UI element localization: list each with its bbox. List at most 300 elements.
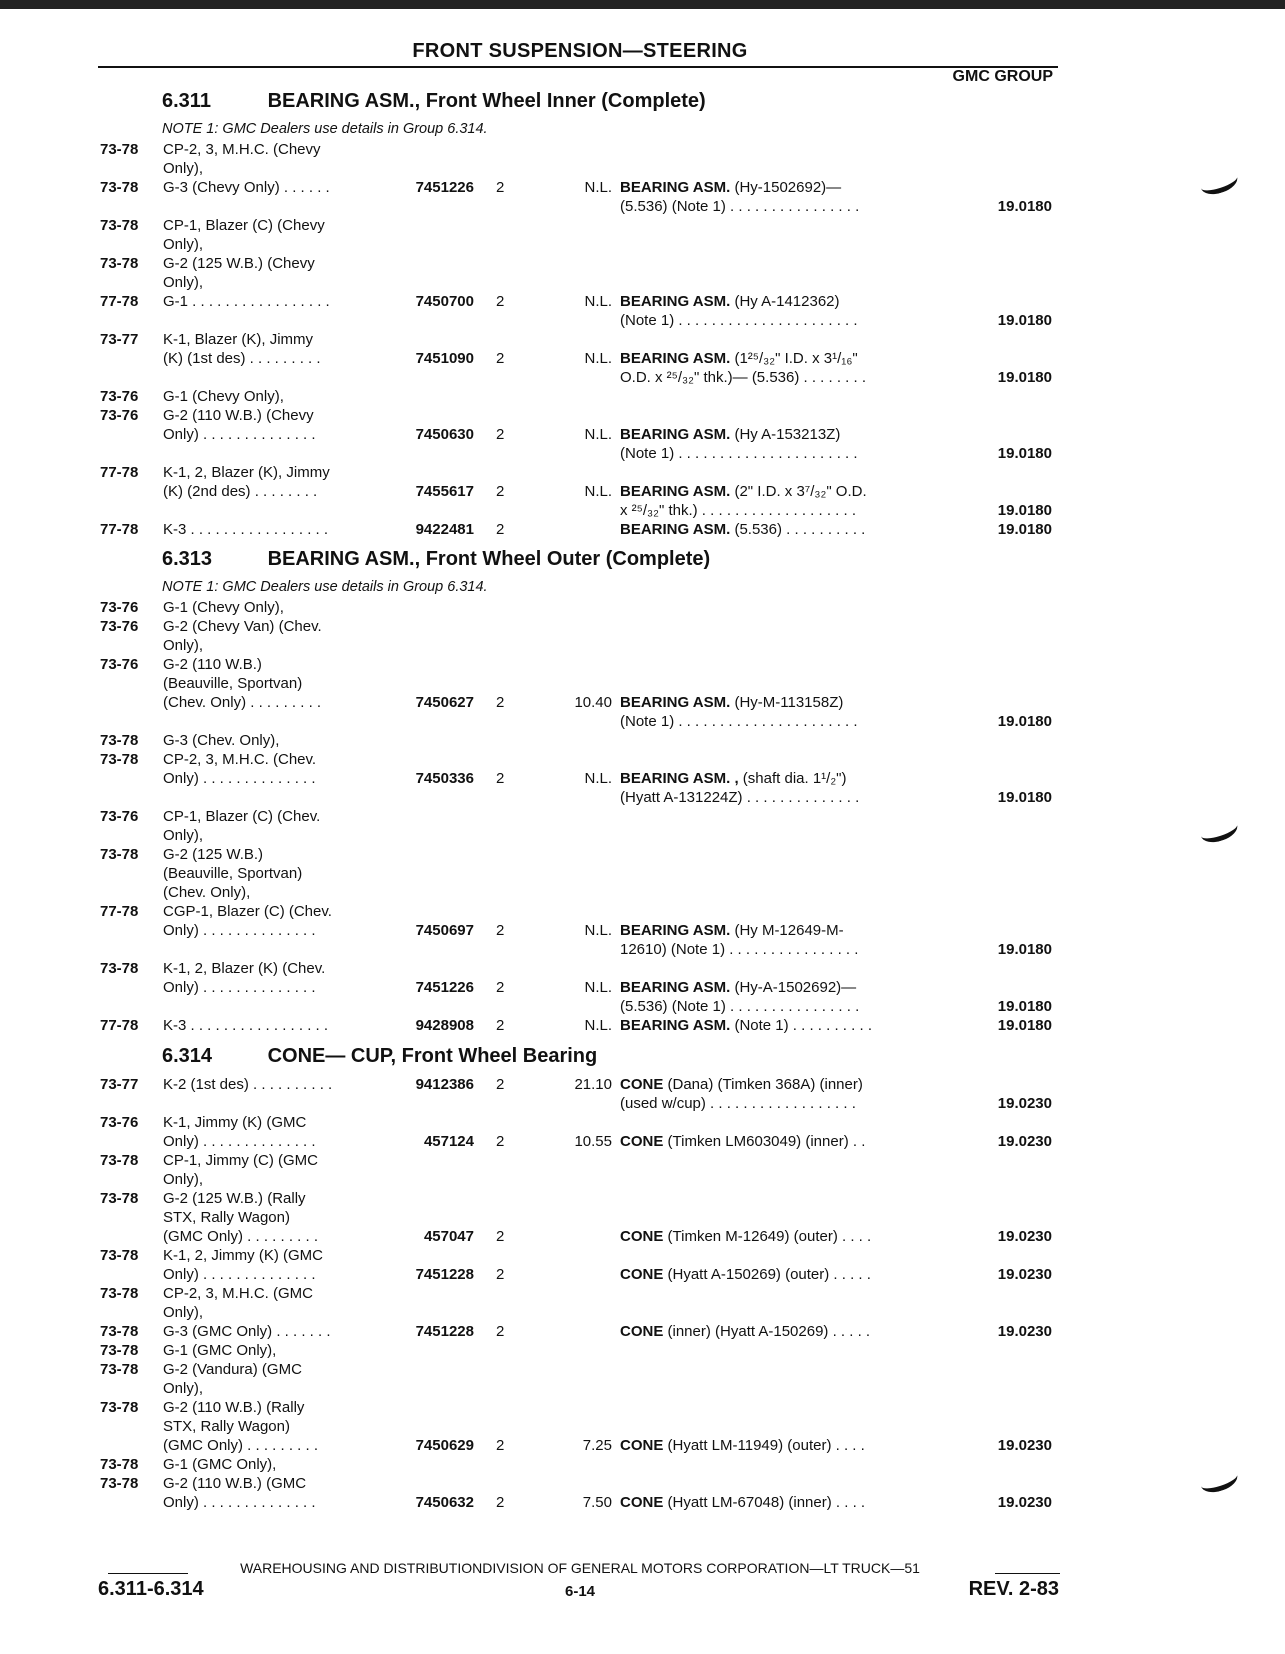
description <box>620 1016 872 1035</box>
description <box>620 1227 871 1246</box>
application: G-1 (GMC Only), <box>163 1342 277 1359</box>
parts-line <box>0 807 1285 826</box>
description <box>620 1436 865 1455</box>
price: 7.25 <box>582 1437 612 1454</box>
description-part-name: CONE <box>620 1266 664 1283</box>
description <box>620 1075 863 1094</box>
price: N.L. <box>584 483 612 500</box>
description-part-name: BEARING ASM. <box>620 350 731 367</box>
model-years: 73-77 <box>100 1076 139 1093</box>
part-number: 457047 <box>423 1228 474 1245</box>
page-title: FRONT SUSPENSION—STEERING <box>412 40 748 62</box>
description-part-name: BEARING ASM. <box>620 521 731 538</box>
parts-line <box>0 501 1285 520</box>
parts-line <box>0 1474 1285 1493</box>
application: G-2 (110 W.B.) (GMC <box>163 1475 307 1492</box>
description <box>620 1493 865 1512</box>
model-years: 73-78 <box>100 179 139 196</box>
application: G-3 (GMC Only) . . . . . . . <box>163 1323 331 1340</box>
application: Only), <box>163 1304 204 1321</box>
description-part-name: CONE <box>620 1228 664 1245</box>
parts-line <box>0 273 1285 292</box>
application: Only), <box>163 1380 204 1397</box>
description-detail: (shaft dia. 1¹/₂") <box>738 770 847 787</box>
parts-line <box>0 1016 1285 1035</box>
description-detail: (Hyatt A-150269) (outer) . . . . . <box>663 1266 871 1283</box>
part-number: 9412386 <box>415 1076 474 1093</box>
application: (Chev. Only) . . . . . . . . . <box>163 694 322 711</box>
description-part-name: BEARING ASM. <box>620 1017 731 1034</box>
price: N.L. <box>584 922 612 939</box>
parts-line <box>0 750 1285 769</box>
parts-line <box>0 1341 1285 1360</box>
price: 21.10 <box>574 1076 612 1093</box>
section-title: CONE— CUP, Front Wheel Bearing <box>267 1045 598 1067</box>
application: G-2 (110 W.B.) <box>163 656 262 673</box>
application: STX, Rally Wagon) <box>163 1418 290 1435</box>
parts-line <box>0 1208 1285 1227</box>
quantity: 2 <box>496 1017 505 1034</box>
description <box>620 1094 856 1113</box>
section-number: 6.311 <box>162 90 211 112</box>
parts-line <box>0 197 1285 216</box>
description-detail: (5.536) . . . . . . . . . . <box>730 521 866 538</box>
quantity: 2 <box>496 350 505 367</box>
application: Only) . . . . . . . . . . . . . . <box>163 426 316 443</box>
description <box>620 1265 871 1284</box>
parts-line <box>0 788 1285 807</box>
parts-line <box>0 1322 1285 1341</box>
group-number: 19.0180 <box>997 998 1052 1015</box>
group-number: 19.0180 <box>997 445 1052 462</box>
application: K-3 . . . . . . . . . . . . . . . . . <box>163 1017 329 1034</box>
parts-line <box>0 140 1285 159</box>
footer-revision: REV. 2-83 <box>968 1578 1059 1600</box>
description-part-name: CONE <box>620 1323 664 1340</box>
parts-line <box>0 444 1285 463</box>
parts-line <box>0 311 1285 330</box>
quantity: 2 <box>496 1076 505 1093</box>
part-number: 7450629 <box>415 1437 474 1454</box>
description <box>620 482 867 501</box>
parts-line <box>0 330 1285 349</box>
model-years: 73-77 <box>100 331 139 348</box>
parts-line <box>0 1360 1285 1379</box>
price: N.L. <box>584 350 612 367</box>
application: Only) . . . . . . . . . . . . . . <box>163 979 316 996</box>
model-years: 73-78 <box>100 1285 139 1302</box>
model-years: 73-78 <box>100 1247 139 1264</box>
application: K-1, Blazer (K), Jimmy <box>163 331 314 348</box>
part-number: 7450630 <box>415 426 474 443</box>
parts-line <box>0 1075 1285 1094</box>
application: G-1 . . . . . . . . . . . . . . . . . <box>163 293 330 310</box>
section-heading-6-311 <box>162 90 706 113</box>
price: N.L. <box>584 426 612 443</box>
title-underline <box>98 66 1058 68</box>
description-part-name: CONE <box>620 1076 664 1093</box>
group-number: 19.0180 <box>997 521 1052 538</box>
description-part-name: CONE <box>620 1494 664 1511</box>
parts-line <box>0 1246 1285 1265</box>
parts-line <box>0 1379 1285 1398</box>
description-detail: (1²⁵/₃₂" I.D. x 3¹/₁₆" <box>730 350 858 367</box>
parts-line <box>0 1493 1285 1512</box>
description-detail: (Hy-M-113158Z) <box>730 694 844 711</box>
parts-line <box>0 368 1285 387</box>
application: Only), <box>163 274 204 291</box>
description <box>620 978 856 997</box>
parts-line <box>0 617 1285 636</box>
parts-line <box>0 1436 1285 1455</box>
description <box>620 921 844 940</box>
parts-line <box>0 1094 1285 1113</box>
group-number: 19.0180 <box>997 312 1052 329</box>
description-detail: (Hy A-1412362) <box>730 293 840 310</box>
model-years: 73-78 <box>100 255 139 272</box>
parts-line <box>0 1417 1285 1436</box>
model-years: 73-78 <box>100 1190 139 1207</box>
description <box>620 940 858 959</box>
price: N.L. <box>584 979 612 996</box>
part-number: 7451226 <box>415 979 474 996</box>
description-part-name: BEARING ASM. <box>620 483 731 500</box>
group-number: 19.0180 <box>997 502 1052 519</box>
section-note: NOTE 1: GMC Dealers use details in Group 6.314. <box>162 579 488 595</box>
model-years: 77-78 <box>100 1017 139 1034</box>
application: (Beauville, Sportvan) <box>163 675 303 692</box>
description <box>620 1322 870 1341</box>
description-detail: (5.536) (Note 1) . . . . . . . . . . . . . . . . <box>620 198 860 215</box>
quantity: 2 <box>496 293 505 310</box>
application: CP-2, 3, M.H.C. (Chev. <box>163 751 317 768</box>
model-years: 77-78 <box>100 464 139 481</box>
application: G-2 (110 W.B.) (Rally <box>163 1399 305 1416</box>
model-years: 73-78 <box>100 751 139 768</box>
application: CGP-1, Blazer (C) (Chev. <box>163 903 332 920</box>
description-detail: (Hy-A-1502692)— <box>730 979 857 996</box>
description-detail: (Hy-1502692)— <box>730 179 842 196</box>
model-years: 73-76 <box>100 407 139 424</box>
application: G-1 (Chevy Only), <box>163 599 284 616</box>
group-label: GMC GROUP <box>952 68 1053 85</box>
application: Only) . . . . . . . . . . . . . . <box>163 770 316 787</box>
parts-line <box>0 731 1285 750</box>
description-detail: (Note 1) . . . . . . . . . . . . . . . . . . . . . . <box>620 445 858 462</box>
section-title: BEARING ASM., Front Wheel Inner (Complete) <box>267 90 706 112</box>
application: G-2 (Vandura) (GMC <box>163 1361 302 1378</box>
application: K-1, Jimmy (K) (GMC <box>163 1114 307 1131</box>
parts-line <box>0 463 1285 482</box>
section-number: 6.314 <box>162 1045 213 1067</box>
application: (GMC Only) . . . . . . . . . <box>163 1437 319 1454</box>
description-detail: (Hy A-153213Z) <box>730 426 841 443</box>
parts-line <box>0 482 1285 501</box>
part-number: 9422481 <box>415 521 474 538</box>
footer-page-number: 6-14 <box>564 1583 596 1600</box>
description-detail: (5.536) (Note 1) . . . . . . . . . . . . . . . . <box>620 998 860 1015</box>
application: (K) (1st des) . . . . . . . . . <box>163 350 321 367</box>
price: 7.50 <box>582 1494 612 1511</box>
description <box>620 501 856 520</box>
description-detail: (Hyatt LM-11949) (outer) . . . . <box>663 1437 865 1454</box>
parts-line <box>0 216 1285 235</box>
description-detail: (Hyatt A-131224Z) . . . . . . . . . . . . . . <box>620 789 860 806</box>
description-detail: (Timken M-12649) (outer) . . . . <box>663 1228 872 1245</box>
application: CP-1, Jimmy (C) (GMC <box>163 1152 318 1169</box>
parts-line <box>0 349 1285 368</box>
quantity: 2 <box>496 1228 505 1245</box>
parts-line <box>0 292 1285 311</box>
description-detail: (Dana) (Timken 368A) (inner) <box>663 1076 863 1093</box>
description <box>620 997 859 1016</box>
description-detail: (used w/cup) . . . . . . . . . . . . . . . . . . <box>620 1095 856 1112</box>
parts-line <box>0 1303 1285 1322</box>
section-title: BEARING ASM., Front Wheel Outer (Complete) <box>267 548 711 570</box>
model-years: 73-76 <box>100 656 139 673</box>
model-years: 77-78 <box>100 903 139 920</box>
group-number: 19.0230 <box>997 1095 1052 1112</box>
parts-line <box>0 1189 1285 1208</box>
model-years: 73-78 <box>100 1323 139 1340</box>
application: Only) . . . . . . . . . . . . . . <box>163 922 316 939</box>
application: K-1, 2, Jimmy (K) (GMC <box>163 1247 323 1264</box>
parts-line <box>0 712 1285 731</box>
application: CP-2, 3, M.H.C. (Chevy <box>163 141 321 158</box>
quantity: 2 <box>496 483 505 500</box>
quantity: 2 <box>496 1133 505 1150</box>
parts-line <box>0 845 1285 864</box>
description-part-name: BEARING ASM. , <box>620 770 739 787</box>
model-years: 73-76 <box>100 599 139 616</box>
part-number: 9428908 <box>415 1017 474 1034</box>
parts-line <box>0 883 1285 902</box>
quantity: 2 <box>496 694 505 711</box>
group-number: 19.0180 <box>997 1017 1052 1034</box>
model-years: 73-78 <box>100 1399 139 1416</box>
parts-line <box>0 1398 1285 1417</box>
application: Only) . . . . . . . . . . . . . . <box>163 1266 316 1283</box>
application: (Beauville, Sportvan) <box>163 865 303 882</box>
model-years: 73-78 <box>100 1152 139 1169</box>
description <box>620 693 843 712</box>
quantity: 2 <box>496 979 505 996</box>
description-detail: (Note 1) . . . . . . . . . . . . . . . . . . . . . . <box>620 713 858 730</box>
description-part-name: BEARING ASM. <box>620 179 731 196</box>
parts-line <box>0 978 1285 997</box>
parts-line <box>0 1284 1285 1303</box>
footer-section-range: 6.311-6.314 <box>98 1578 204 1600</box>
section-heading-6-314 <box>162 1045 597 1068</box>
application: Only) . . . . . . . . . . . . . . <box>163 1133 316 1150</box>
group-number: 19.0230 <box>997 1323 1052 1340</box>
parts-line <box>0 1227 1285 1246</box>
description-part-name: CONE <box>620 1437 664 1454</box>
price: 10.40 <box>574 694 612 711</box>
model-years: 73-78 <box>100 1456 139 1473</box>
description-detail: x ²⁵/₃₂" thk.) . . . . . . . . . . . . . . . . . . . <box>620 502 857 519</box>
model-years: 73-78 <box>100 1342 139 1359</box>
description <box>620 197 859 216</box>
part-number: 7451228 <box>415 1323 474 1340</box>
section-note: NOTE 1: GMC Dealers use details in Group 6.314. <box>162 121 488 137</box>
application: G-3 (Chevy Only) . . . . . . <box>163 179 330 196</box>
application: CP-1, Blazer (C) (Chev. <box>163 808 321 825</box>
description-detail: (inner) (Hyatt A-150269) . . . . . <box>663 1323 871 1340</box>
model-years: 73-78 <box>100 846 139 863</box>
description-part-name: BEARING ASM. <box>620 694 731 711</box>
parts-line <box>0 425 1285 444</box>
group-number: 19.0230 <box>997 1133 1052 1150</box>
part-number: 7451226 <box>415 179 474 196</box>
description-detail: (Note 1) . . . . . . . . . . <box>730 1017 872 1034</box>
description <box>620 712 858 731</box>
quantity: 2 <box>496 1266 505 1283</box>
section-number: 6.313 <box>162 548 213 570</box>
parts-line <box>0 520 1285 539</box>
section-heading-6-313 <box>162 548 710 571</box>
price: 10.55 <box>574 1133 612 1150</box>
application: K-3 . . . . . . . . . . . . . . . . . <box>163 521 329 538</box>
model-years: 73-78 <box>100 1475 139 1492</box>
model-years: 73-78 <box>100 960 139 977</box>
parts-line <box>0 921 1285 940</box>
application: CP-2, 3, M.H.C. (GMC <box>163 1285 314 1302</box>
group-number: 19.0230 <box>997 1494 1052 1511</box>
parts-line <box>0 1113 1285 1132</box>
parts-line <box>0 940 1285 959</box>
description <box>620 292 840 311</box>
application: (K) (2nd des) . . . . . . . . <box>163 483 318 500</box>
parts-line <box>0 864 1285 883</box>
application: (Chev. Only), <box>163 884 251 901</box>
group-number: 19.0180 <box>997 198 1052 215</box>
description-part-name: BEARING ASM. <box>620 979 731 996</box>
parts-line <box>0 235 1285 254</box>
group-number: 19.0230 <box>997 1437 1052 1454</box>
model-years: 73-76 <box>100 618 139 635</box>
parts-line <box>0 769 1285 788</box>
parts-line <box>0 1455 1285 1474</box>
quantity: 2 <box>496 922 505 939</box>
group-number: 19.0180 <box>997 789 1052 806</box>
part-number: 7450627 <box>415 694 474 711</box>
application: Only), <box>163 827 204 844</box>
quantity: 2 <box>496 1494 505 1511</box>
part-number: 457124 <box>423 1133 474 1150</box>
description-detail: (2" I.D. x 3⁷/₃₂" O.D. <box>730 483 867 500</box>
application: STX, Rally Wagon) <box>163 1209 290 1226</box>
application: K-1, 2, Blazer (K) (Chev. <box>163 960 326 977</box>
description-detail: 12610) (Note 1) . . . . . . . . . . . . . . . . <box>620 941 859 958</box>
application: G-2 (110 W.B.) (Chevy <box>163 407 314 424</box>
description <box>620 788 859 807</box>
part-number: 7450632 <box>415 1494 474 1511</box>
price: N.L. <box>584 1017 612 1034</box>
quantity: 2 <box>496 426 505 443</box>
model-years: 73-76 <box>100 808 139 825</box>
description <box>620 178 841 197</box>
description-detail: (Note 1) . . . . . . . . . . . . . . . . . . . . . . <box>620 312 858 329</box>
description <box>620 1132 865 1151</box>
application: G-1 (Chevy Only), <box>163 388 284 405</box>
parts-line <box>0 254 1285 273</box>
description <box>620 520 865 539</box>
model-years: 73-76 <box>100 1114 139 1131</box>
footer-publisher: WAREHOUSING AND DISTRIBUTIONDIVISION OF GENERAL MOTORS CORPORATION—LT TRUCK—51 <box>240 1560 920 1576</box>
model-years: 73-76 <box>100 388 139 405</box>
parts-line <box>0 387 1285 406</box>
parts-line <box>0 674 1285 693</box>
application: K-2 (1st des) . . . . . . . . . . <box>163 1076 333 1093</box>
parts-line <box>0 959 1285 978</box>
application: Only), <box>163 1171 204 1188</box>
model-years: 73-78 <box>100 141 139 158</box>
parts-line <box>0 636 1285 655</box>
part-number: 7450700 <box>415 293 474 310</box>
quantity: 2 <box>496 179 505 196</box>
quantity: 2 <box>496 1323 505 1340</box>
description-part-name: BEARING ASM. <box>620 922 731 939</box>
application: CP-1, Blazer (C) (Chevy <box>163 217 325 234</box>
part-number: 7450336 <box>415 770 474 787</box>
description-detail: O.D. x ²⁵/₃₂" thk.)— (5.536) . . . . . . . . <box>620 369 867 386</box>
price: N.L. <box>584 293 612 310</box>
description-part-name: BEARING ASM. <box>620 426 731 443</box>
application: G-1 (GMC Only), <box>163 1456 277 1473</box>
application: K-1, 2, Blazer (K), Jimmy <box>163 464 330 481</box>
model-years: 77-78 <box>100 293 139 310</box>
parts-line <box>0 1265 1285 1284</box>
description <box>620 349 858 368</box>
group-number: 19.0230 <box>997 1228 1052 1245</box>
parts-line <box>0 902 1285 921</box>
application: Only) . . . . . . . . . . . . . . <box>163 1494 316 1511</box>
quantity: 2 <box>496 1437 505 1454</box>
parts-line <box>0 826 1285 845</box>
model-years: 73-78 <box>100 1361 139 1378</box>
parts-line <box>0 693 1285 712</box>
part-number: 7451228 <box>415 1266 474 1283</box>
parts-line <box>0 598 1285 617</box>
description <box>620 425 840 444</box>
price: N.L. <box>584 179 612 196</box>
group-number: 19.0180 <box>997 713 1052 730</box>
application: G-3 (Chev. Only), <box>163 732 280 749</box>
parts-line <box>0 159 1285 178</box>
quantity: 2 <box>496 770 505 787</box>
part-number: 7450697 <box>415 922 474 939</box>
model-years: 73-78 <box>100 217 139 234</box>
description <box>620 444 858 463</box>
description-detail: (Hyatt LM-67048) (inner) . . . . <box>663 1494 866 1511</box>
group-number: 19.0230 <box>997 1266 1052 1283</box>
application: Only), <box>163 160 204 177</box>
top-border-rule <box>0 0 1285 9</box>
description <box>620 311 858 330</box>
application: G-2 (125 W.B.) (Rally <box>163 1190 306 1207</box>
parts-line <box>0 178 1285 197</box>
description-detail: (Hy M-12649-M- <box>730 922 844 939</box>
group-number: 19.0180 <box>997 941 1052 958</box>
part-number: 7455617 <box>415 483 474 500</box>
parts-line <box>0 1151 1285 1170</box>
description-part-name: CONE <box>620 1133 664 1150</box>
parts-line <box>0 406 1285 425</box>
application: (GMC Only) . . . . . . . . . <box>163 1228 319 1245</box>
description <box>620 368 866 387</box>
parts-line <box>0 1132 1285 1151</box>
